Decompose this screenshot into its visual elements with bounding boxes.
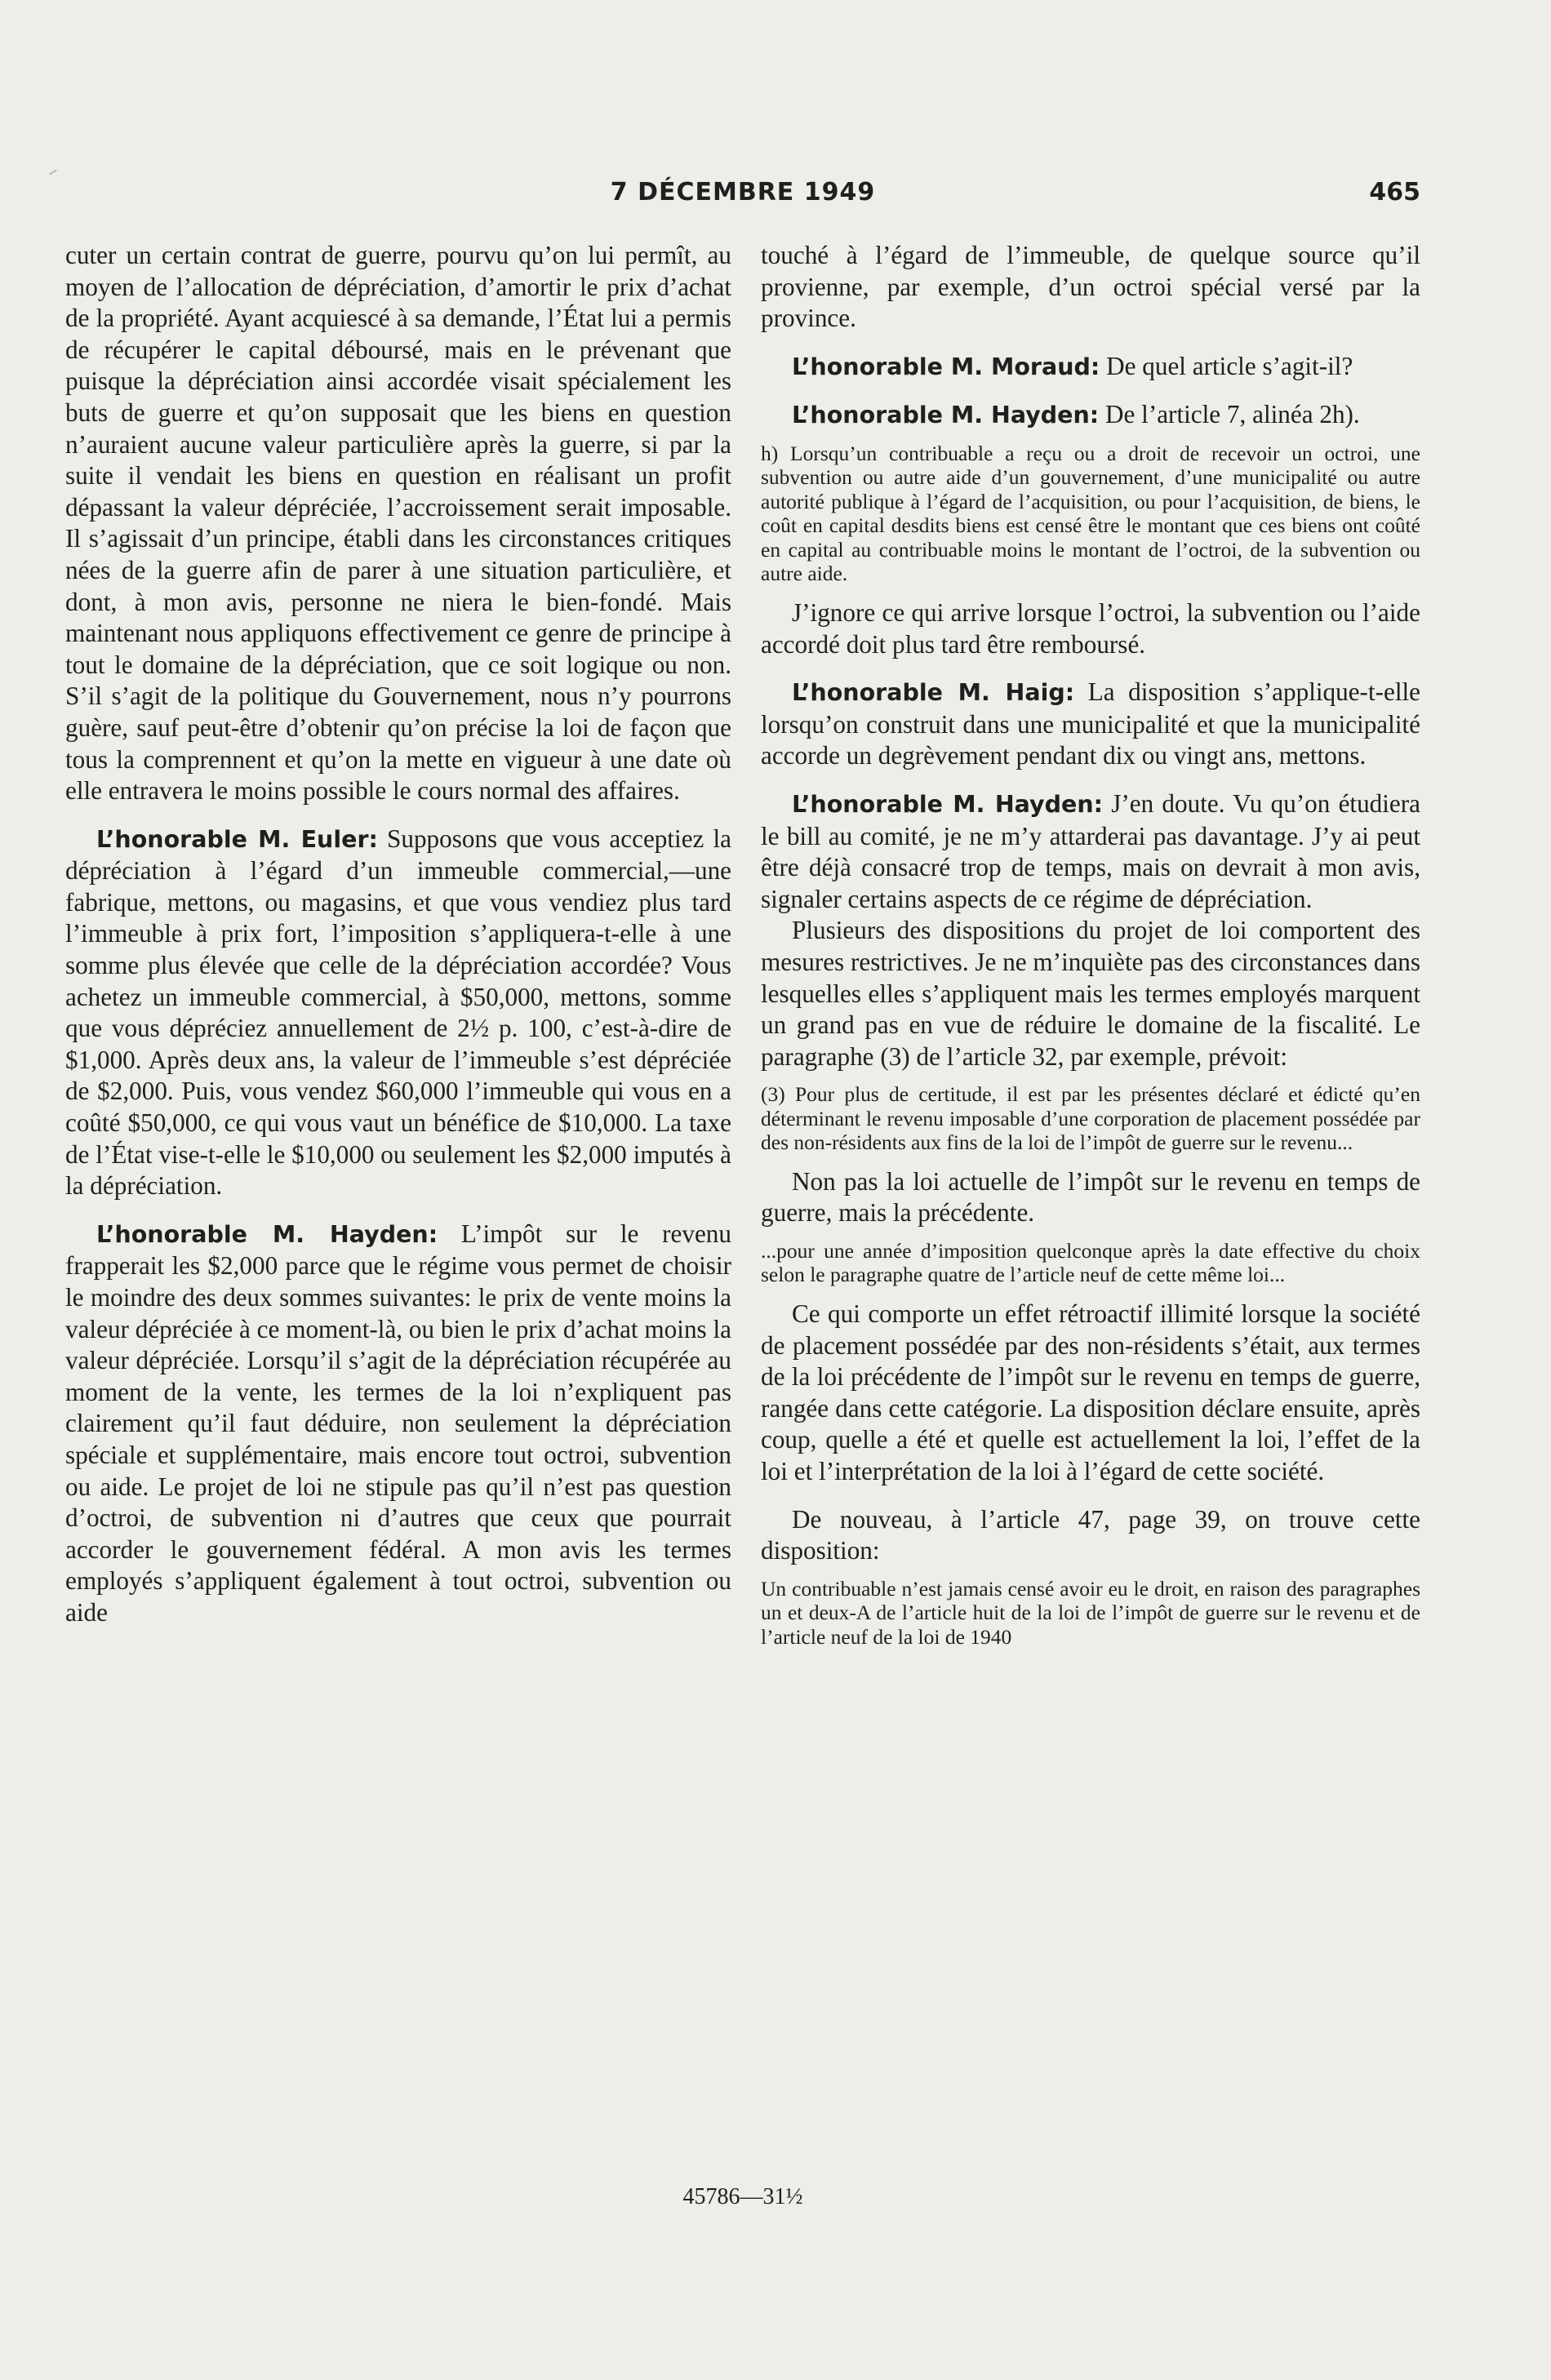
speaker-name: L’honorable M. Hayden: — [792, 402, 1100, 429]
quoted-text: (3) Pour plus de certitude, il est par les présentes déclaré et édicté qu’en déterminant le revenu imposable d’une corporation de placement possédée par des non-résidents aux fins de la loi de l’impôt de guerre sur le revenu... — [761, 1082, 1420, 1155]
paragraph — [761, 351, 1420, 384]
paragraph: Plusieurs des dispositions du projet de loi comportent des mesures restrictives. Je ne m’inquiète pas des circonstances dans lesquelles elles s’appliquent mais les termes employés marquent un grand pas en vue de réduire le domaine de la fiscalité. Le paragraphe (3) de l’article 32, par exemple, prévoit: — [761, 916, 1421, 1071]
speaker-name: L’honorable M. Euler: — [96, 825, 378, 853]
speaker-name: L’honorable M. Hayden: — [96, 1220, 438, 1248]
paragraph: De nouveau, à l’article 47, page 39, on trouve cette disposition: — [761, 1504, 1420, 1565]
header-date: 7 DÉCEMBRE 1949 — [610, 178, 876, 206]
paragraph-text: Supposons que vous acceptiez la dépréciation à l’égard d’un immeuble commercial,—une fabrique, mettons, ou magasins, et que vous vendiez plus tard l’immeuble à prix fort, l’imposition s’appliquera-t-elle à une somme plus élevée que celle de la dépréciation accordée? Vous achetez un immeuble commercial, à $50,000, mettons, somme que vous dépréciez annuellement de 2½ p. 100, c’est-à-dire de $1,000. Après deux ans, la valeur de l’immeuble s’est dépréciée de $2,000. Puis, vous vendez $60,000 l’immeuble qui vous en a coûté $50,000, ce qui vous vaut un bénéfice de $10,000. La taxe de l’État vise-t-elle le $10,000 ou seulement les $2,000 imputés à la dépréciation. — [65, 824, 731, 1201]
paragraph — [761, 788, 1420, 915]
paragraph — [761, 677, 1420, 772]
paragraph: J’ignore ce qui arrive lorsque l’octroi, la subvention ou l’aide accordé doit plus tard être remboursé. — [761, 597, 1420, 659]
page-header — [65, 178, 1420, 214]
paragraph: Ce qui comporte un effet rétroactif illimité lorsque la société de placement possédée par des non-résidents s’était, aux termes de la loi précédente de l’impôt sur le revenu en temps de guerre, rangée dans cette catégorie. La disposition déclare ensuite, après coup, quelle a été et quelle est actuellement la loi, l’effet de la loi et l’interprétation de la loi à l’égard de cette société. — [761, 1299, 1420, 1485]
paragraph-text: L’impôt sur le revenu frapperait les $2,000 parce que le régime vous permet de choisir le moindre des deux sommes suivantes: le prix de vente moins la valeur dépréciée à ce moment-là, ou bien le prix d’achat moins la valeur dépréciée. Lorsqu’il s’agit de la dépréciation récupérée au moment de la vente, les termes de la loi n’expliquent pas clairement qu’il faut déduire, non seulement la dépréciation spéciale et supplémentaire, mais encore tout octroi, subvention ou aide. Le projet de loi ne stipule pas qu’il n’est pas question d’octroi, de subvention ni d’autres que ceux que pourrait accorder le gouvernement fédéral. A mon avis les termes employés s’appliquent également à tout octroi, subvention ou aide — [65, 1219, 731, 1627]
quoted-text: ...pour une année d’imposition quelconque après la date effective du choix selon le paragraphe quatre de l’article neuf de cette même loi... — [761, 1238, 1420, 1287]
paragraph-text: De quel article s’agit-il? — [1106, 351, 1353, 380]
paragraph-text: J’en doute. Vu qu’on étudiera le bill au comité, je ne m’y attarderai pas davantage. J’y ai peut être déjà consacré trop de temps, mais on devrait à mon avis, signaler certains aspects de ce régime de dépréciation. — [761, 788, 1421, 913]
margin-mark — [49, 170, 57, 175]
page-number: 465 — [1369, 178, 1420, 206]
paragraph: cuter un certain contrat de guerre, pourvu qu’on lui permît, au moyen de l’allocation de dépréciation, d’amortir le prix d’achat de la propriété. Ayant acquiescé à sa demande, l’État lui a permis de récupérer le capital déboursé, mais en le prévenant que puisque la dépréciation ainsi accordée visait spécialement les buts de guerre et qu’on supposait que les biens en question n’auraient aucune valeur particulière après la guerre, si par la suite il vendait les biens en question en réalisant un profit dépassant la valeur dépréciée, l’accroissement serait imposable. Il s’agissait d’un principe, établi dans les circonstances critiques nées de la guerre afin de parer à une situation particulière, et dont, à mon avis, personne ne niera le bien-fondé. Mais maintenant nous appliquons effectivement ce genre de principe à tout le domaine de la dépréciation, que ce soit logique ou non. S’il s’agit de la politique du Gouvernement, nous n’y pourrons guère, sauf peut-être d’obtenir qu’on précise la loi de façon que tous la comprennent et qu’on la mette en vigueur à une date où elle entravera le moins possible le cours normal des affaires. — [65, 241, 731, 806]
paragraph: touché à l’égard de l’immeuble, de quelque source qu’il provienne, par exemple, d’un octroi spécial versé par la province. — [761, 241, 1420, 333]
printer-signature: 45786—31½ — [682, 2184, 803, 2209]
paragraph — [65, 1219, 731, 1629]
quoted-text: h) Lorsqu’un contribuable a reçu ou a droit de recevoir un octroi, une subvention ou autre aide d’un gouvernement, d’une municipalité ou autre autorité publique à l’égard de l’acquisition, ou pour l’acquisition, de biens, le coût en capital desdits biens est censé être le montant que ces biens ont coûté en capital au contribuable moins le montant de l’octroi, de la subvention ou autre aide. — [761, 441, 1420, 586]
speaker-name: L’honorable M. Hayden: — [792, 790, 1104, 818]
left-column — [65, 240, 731, 1629]
speaker-name: L’honorable M. Haig: — [792, 679, 1075, 707]
paragraph — [761, 399, 1420, 432]
paragraph-text: De l’article 7, alinéa 2h). — [1105, 400, 1360, 429]
right-column — [761, 240, 1420, 1660]
speaker-name: L’honorable M. Moraud: — [792, 353, 1100, 380]
paragraph — [65, 824, 731, 1202]
quoted-text: Un contribuable n’est jamais censé avoir eu le droit, en raison des paragraphes un et deux-A de l’article huit de la loi de l’impôt de guerre sur le revenu et de l’article neuf de la loi de 1940 — [761, 1576, 1420, 1649]
paragraph-text: La disposition s’applique-t-elle lorsqu’on construit dans une municipalité et que la municipalité accorde un degrèvement pendant dix ou vingt ans, mettons. — [761, 677, 1421, 770]
paragraph: Non pas la loi actuelle de l’impôt sur le revenu en temps de guerre, mais la précédente. — [761, 1166, 1420, 1228]
